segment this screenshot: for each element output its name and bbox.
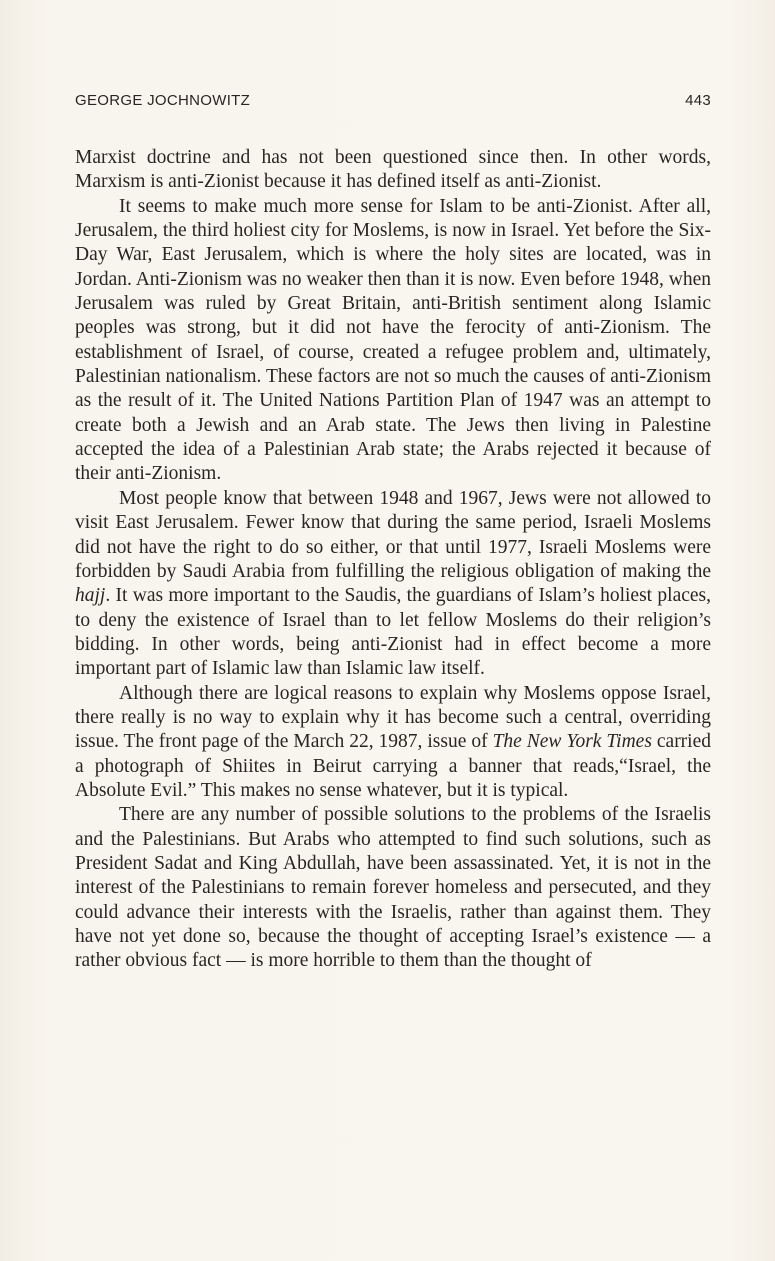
italic-term-hajj: hajj — [75, 585, 106, 607]
paragraph-text: There are any number of possible solutions to the problems of the Israelis and the Palestinians. But Arabs who attempted to find such solutions, such as President Sadat and King Abdullah, have been assassinated. Yet, it is not in the interest of the Palestinians to remain forever homeless and persecuted, and they could advance their interests with the Israelis, rather than against them. They have not yet done so, because the thought of accepting Israel’s existence — a rather obvious fact — is more horrible to them than the thought of — [75, 804, 711, 972]
running-head-author: GEORGE JOCHNOWITZ — [75, 92, 251, 109]
paragraph — [75, 487, 711, 682]
page-number: 443 — [685, 92, 711, 109]
paragraph-text: Most people know that between 1948 and 1967, Jews were not allowed to visit East Jerusalem. Fewer know that during the same period, Israeli Moslems did not have the right to do so either, or that until 1977, Israeli Moslems were forbidden by Saudi Arabia from fulfilling the religious obligation of making the — [75, 487, 711, 582]
paragraph-text: Marxist doctrine and has not been questioned since then. In other words, Marxism is anti-Zionist because it has defined itself as anti-Zionist. — [75, 147, 711, 193]
paragraph — [75, 146, 711, 195]
paragraph-text: Although there are logical reasons to explain why Moslems oppose Israel, there really is no way to explain why it has become such a central, overriding issue. The front page of the March 22, 1987, issue of — [75, 682, 711, 753]
paragraph-text: . It was more important to the Saudis, the guardians of Islam’s holiest places, to deny the existence of Israel than to let fellow Moslems do their religion’s bidding. In other words, being anti-Zionist had in effect become a more important part of Islamic law than Islamic law itself. — [75, 585, 711, 680]
paragraph-text: It seems to make much more sense for Islam to be anti-Zionist. After all, Jerusalem, the third holiest city for Moslems, is now in Israel. Yet before the Six-Day War, East Jerusalem, which is where the holy sites are located, was in Jordan. Anti-Zionism was no weaker then than it is now. Even before 1948, when Jerusalem was ruled by Great Britain, anti-British sentiment along Islamic peoples was strong, but it did not have the ferocity of anti-Zionism. The establishment of Israel, of course, created a refugee problem and, ultimately, Palestinian nationalism. These factors are not so much the causes of anti-Zionism as the result of it. The United Nations Partition Plan of 1947 was an attempt to create both a Jewish and an Arab state. The Jews then living in Palestine accepted the idea of a Palestinian Arab state; the Arabs rejected it because of their anti-Zionism. — [75, 195, 711, 485]
paragraph-text: carried a photograph of Shiites in Beirut carrying a banner that reads,“Israel, the Absolute Evil.” This makes no sense whatever, but it is typical. — [75, 731, 712, 801]
paragraph — [75, 682, 711, 804]
paragraph — [75, 803, 711, 973]
italic-publication-title: The New York Times — [492, 731, 652, 753]
running-head — [75, 92, 711, 109]
paragraph — [75, 195, 711, 487]
body-text — [75, 146, 711, 974]
